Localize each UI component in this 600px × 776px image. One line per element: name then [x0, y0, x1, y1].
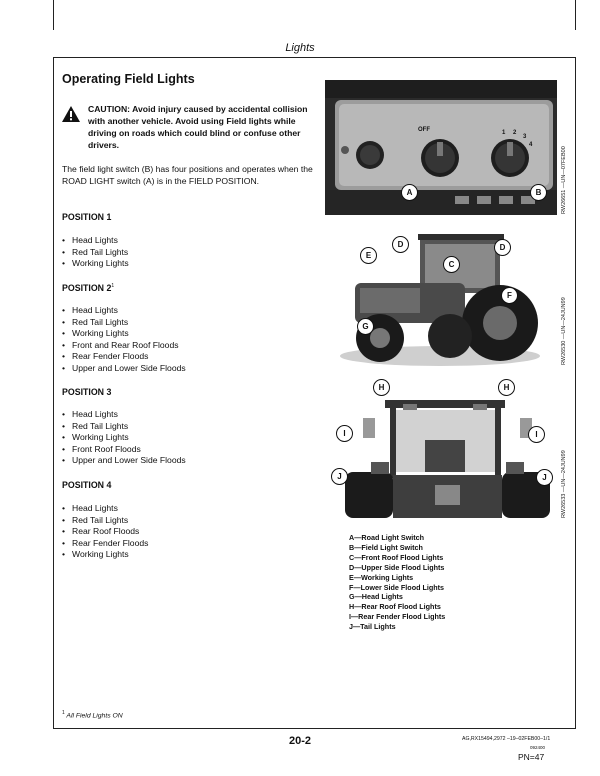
- tractor-rear-photo: [345, 390, 550, 518]
- panel-label-3: 3: [523, 134, 527, 140]
- legend-item: C—Front Roof Flood Lights: [349, 552, 444, 562]
- footer-rule: [53, 728, 576, 729]
- list-item: • Red Tail Lights: [62, 421, 186, 433]
- position-4-title: POSITION 4: [62, 480, 112, 490]
- list-item: • Working Lights: [62, 258, 129, 270]
- legend-item: B—Field Light Switch: [349, 542, 423, 552]
- switch-panel-photo: [325, 80, 557, 215]
- position-3-title: POSITION 3: [62, 387, 112, 397]
- list-item: • Rear Fender Floods: [62, 351, 186, 363]
- list-item: • Working Lights: [62, 432, 186, 444]
- switch-panel-illustration: [325, 80, 557, 215]
- document-reference: AG,RX15494,2972 –19–02FEB00–1/1: [462, 736, 551, 742]
- page-number: 20-2: [288, 735, 312, 747]
- list-item: • Working Lights: [62, 328, 186, 340]
- callout-d-left: D: [392, 236, 409, 253]
- callout-j-left: J: [331, 468, 348, 485]
- legend-item: D—Upper Side Flood Lights: [349, 562, 445, 572]
- header-rule: [53, 57, 576, 58]
- section-title: Operating Field Lights: [62, 72, 195, 86]
- position-4-list: [62, 503, 148, 561]
- legend-item: A—Road Light Switch: [349, 533, 425, 542]
- list-item: • Front Roof Floods: [62, 444, 186, 456]
- list-item: • Red Tail Lights: [62, 515, 148, 527]
- pn-number: PN=47: [518, 752, 545, 762]
- list-item: • Head Lights: [62, 305, 186, 317]
- legend-item: G—Head Lights: [349, 592, 403, 602]
- page-header-title: Lights: [285, 42, 315, 54]
- list-item: • Working Lights: [62, 549, 148, 561]
- callout-d-right: D: [494, 239, 511, 256]
- panel-label-2: 2: [513, 130, 517, 136]
- footnote-text: All Field Lights ON: [66, 712, 123, 720]
- legend-item: J—Tail Lights: [349, 622, 396, 632]
- footer-code: 092400: [530, 745, 546, 750]
- footnote-number: 1: [62, 710, 65, 716]
- figure-legend: [349, 533, 445, 632]
- tractor-rear-illustration: [345, 390, 550, 518]
- intro-paragraph: The field light switch (B) has four positions and operates when the ROAD LIGHT switch (A) is in the FIELD POSITION.: [62, 164, 313, 186]
- callout-e: E: [360, 247, 377, 264]
- list-item: • Head Lights: [62, 235, 129, 247]
- callout-h-left: H: [373, 379, 390, 396]
- panel-label-4: 4: [529, 142, 533, 148]
- callout-b: B: [530, 184, 547, 201]
- legend-item: E—Working Lights: [349, 572, 414, 582]
- figure-2-code: RW26530 —UN—24JUN99: [561, 297, 567, 365]
- callout-j-right: J: [536, 469, 553, 486]
- callout-i-left: I: [336, 425, 353, 442]
- content-frame-right: [575, 57, 576, 729]
- position-2-list: [62, 305, 186, 375]
- list-item: • Red Tail Lights: [62, 247, 129, 259]
- legend-item: I—Rear Fender Flood Lights: [349, 612, 446, 622]
- list-item: • Front and Rear Roof Floods: [62, 340, 186, 352]
- list-item: • Upper and Lower Side Floods: [62, 363, 186, 375]
- footnote: [62, 710, 123, 719]
- callout-h-right: H: [498, 379, 515, 396]
- callout-g: G: [357, 318, 374, 335]
- figure-3-code: RW26533 —UN—24JUN99: [561, 450, 567, 518]
- position-3-list: [62, 409, 186, 467]
- caution-text: CAUTION: Avoid injury caused by accidental collision with another vehicle. Avoid using Field lights while driving on roads which could blind or confuse other drivers.: [88, 104, 308, 150]
- warning-triangle-icon: [62, 106, 80, 122]
- list-item: • Upper and Lower Side Floods: [62, 455, 186, 467]
- right-margin-rule: [575, 0, 576, 30]
- panel-label-1: 1: [502, 130, 506, 136]
- legend-item: H—Rear Roof Flood Lights: [349, 602, 441, 612]
- list-item: • Rear Fender Floods: [62, 538, 148, 550]
- legend-item: F—Lower Side Flood Lights: [349, 582, 445, 592]
- left-margin-rule: [53, 0, 54, 30]
- list-item: • Head Lights: [62, 409, 186, 421]
- panel-label-off: OFF: [418, 127, 430, 133]
- callout-i-right: I: [528, 426, 545, 443]
- callout-f: F: [501, 287, 518, 304]
- list-item: • Head Lights: [62, 503, 148, 515]
- position-1-title: POSITION 1: [62, 212, 112, 222]
- figure-1-code: RW26651 —UN—07FEB00: [561, 146, 567, 214]
- callout-c: C: [443, 256, 460, 273]
- footnote-marker: 1: [111, 283, 115, 290]
- position-2-title: POSITION $2^1$: [62, 283, 115, 293]
- list-item: • Red Tail Lights: [62, 317, 186, 329]
- content-frame-left: [53, 57, 54, 729]
- position-1-list: [62, 235, 129, 270]
- list-item: • Rear Roof Floods: [62, 526, 148, 538]
- callout-a: A: [401, 184, 418, 201]
